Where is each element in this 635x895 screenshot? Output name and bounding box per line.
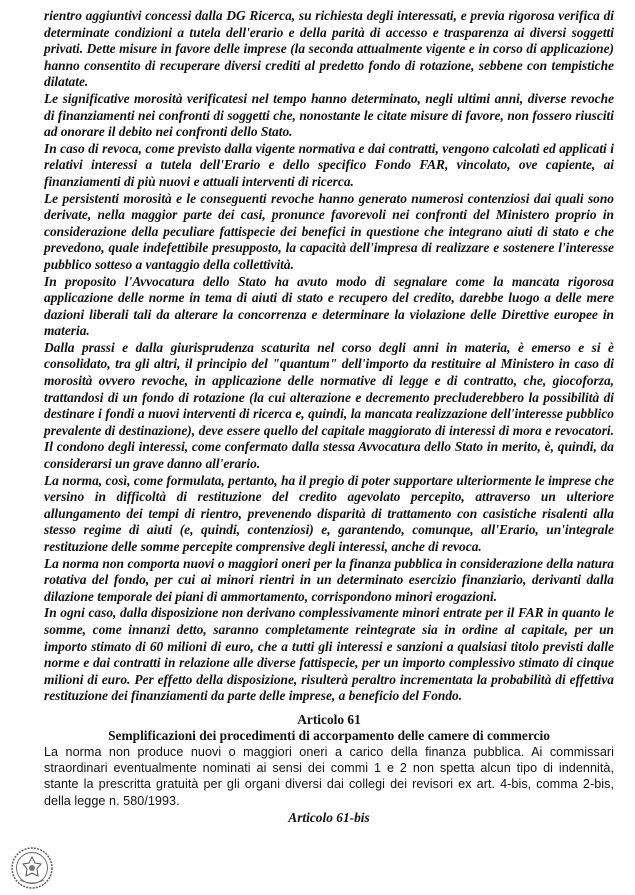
- paragraph-caso-revoca: In caso di revoca, come previsto dalla vigente normativa e dai contratti, vengono calcolati ed applicati i relativi interessi a tutela dell'Erario e dello specifico Fondo FAR, vincolato, ove capiente, ai finanziamenti di più nuovi e attuali interventi di ricerca.: [44, 140, 614, 189]
- paragraph-norma-pregio: La norma, così, come formulata, pertanto, ha il pregio di poter supportare ulteriormente le imprese che versino in difficoltà di restituzione del credito agevolato percepito, attraverso un ulteriore allungamento dei tempi di rientro, prevenendo disparità di trattamento con casistiche risalenti alla stesso regime di aiuti (e, quindi, contenziosi) e, garantendo, comunque, all'Erario, un'integrale restituzione delle somme percepite comprensive degli interessi, anche di revoca.: [44, 472, 614, 554]
- document-page: [44, 8, 614, 826]
- paragraph-rientro-aggiuntivi: rientro aggiuntivi concessi dalla DG Ricerca, su richiesta degli interessati, e previa rigorosa verifica di determinate condizioni a tutela dell'erario e della parità di accesso e trasparenza ai diversi soggetti privati. Dette misure in favore delle imprese (la seconda attualmente vigente e in corso di applicazione) hanno consentito di recuperare diversi crediti al predetto fondo di rotazione, sebbene con tempistiche dilatate.: [44, 8, 614, 90]
- paragraph-morosita: Le significative morosità verificatesi nel tempo hanno determinato, negli ultimi anni, diverse revoche di finanziamenti nei confronti di soggetti che, nonostante le citate misure di favore, non fossero riusciti ad onorare il debito nei confronti dello Stato.: [44, 90, 614, 140]
- paragraph-ogni-caso: In ogni caso, dalla disposizione non derivano complessivamente minori entrate per il FAR in quanto le somme, come innanzi detto, saranno completamente reintegrate sia in ordine al capitale, per un importo stimato di 60 milioni di euro, che a tutti gli interessi e sanzioni a qualsiasi titolo previsti dalle norme e dai contratti in relazione alle diverse fattispecie, per un importo complessivo stimato di cinque milioni di euro. Per effetto della disposizione, risulterà peraltro incrementata la probabilità di effettiva restituzione dei finanziamenti da parte delle imprese, a beneficio del Fondo.: [44, 605, 614, 704]
- paragraph-oneri: La norma non comporta nuovi o maggiori oneri per la finanza pubblica in considerazione della natura rotativa del fondo, per cui ai minori rientri in un determinato esercizio finanziario, derivanti dalla dilazione temporale dei piani di ammortamento, corrispondono minori erogazioni.: [44, 555, 614, 604]
- paragraph-contenziosi: Le persistenti morosità e le conseguenti revoche hanno generato numerosi contenziosi dai quali sono derivate, nella maggior parte dei casi, pronunce favorevoli nei confronti del Ministero proprio in considerazione della peculiare fattispecie dei benefici in questione che integrano aiuti di stato e che prevedono, quale indefettibile presupposto, la capacità dell'impresa di realizzare e sostenere l'interesse pubblico sotteso a vantaggio della collettività.: [44, 190, 614, 272]
- paragraph-avvocatura: In proposito l'Avvocatura dello Stato ha avuto modo di segnalare come la mancata rigorosa applicazione delle norme in tema di aiuti di stato e recupero del credito, darebbe luogo a delle mere dazioni liberali tali da alterare la concorrenza e determinare la violazione delle Direttive europee in materia.: [44, 273, 614, 339]
- article-61-heading: Articolo 61: [297, 711, 361, 727]
- article-61-bis-heading: Articolo 61-bis: [288, 809, 370, 825]
- paragraph-giurisprudenza: Dalla prassi e dalla giurisprudenza scaturita nel corso degli anni in materia, è emerso e si è consolidato, tra gli altri, il principio del "quantum" dell'importo da restituire al Ministero in caso di morosità ovvero revoche, in applicazione delle normative di legge e di contratto, che, giocoforza, trattandosi di un fondo di rotazione (la cui alterazione e decremento precluderebbero la possibilità di destinare i fondi a nuovi interventi di ricerca e, quindi, la mancata realizzazione dell'interesse pubblico prevalente di destinazione), deve essere quello del capitale maggiorato di interessi di mora e revocatori. Il condono degli interessi, come confermato dalla stessa Avvocatura dello Stato in merito, è, quindi, da considerarsi un grave danno all'erario.: [44, 339, 614, 472]
- article-61-body: La norma non produce nuovi o maggiori oneri a carico della finanza pubblica. Ai commissari straordinari eventualmente nominati ai sensi dei commi 1 e 2 non spetta alcun tipo di indennità, stante la prescritta gratuità per gli organi diversi dai collegi dei revisori ex art. 4-bis, comma 2-bis, della legge n. 580/1993.: [44, 744, 614, 808]
- article-61-subtitle: Semplificazioni dei procedimenti di accorpamento delle camere di commercio: [108, 727, 550, 743]
- official-seal-icon: [10, 846, 54, 890]
